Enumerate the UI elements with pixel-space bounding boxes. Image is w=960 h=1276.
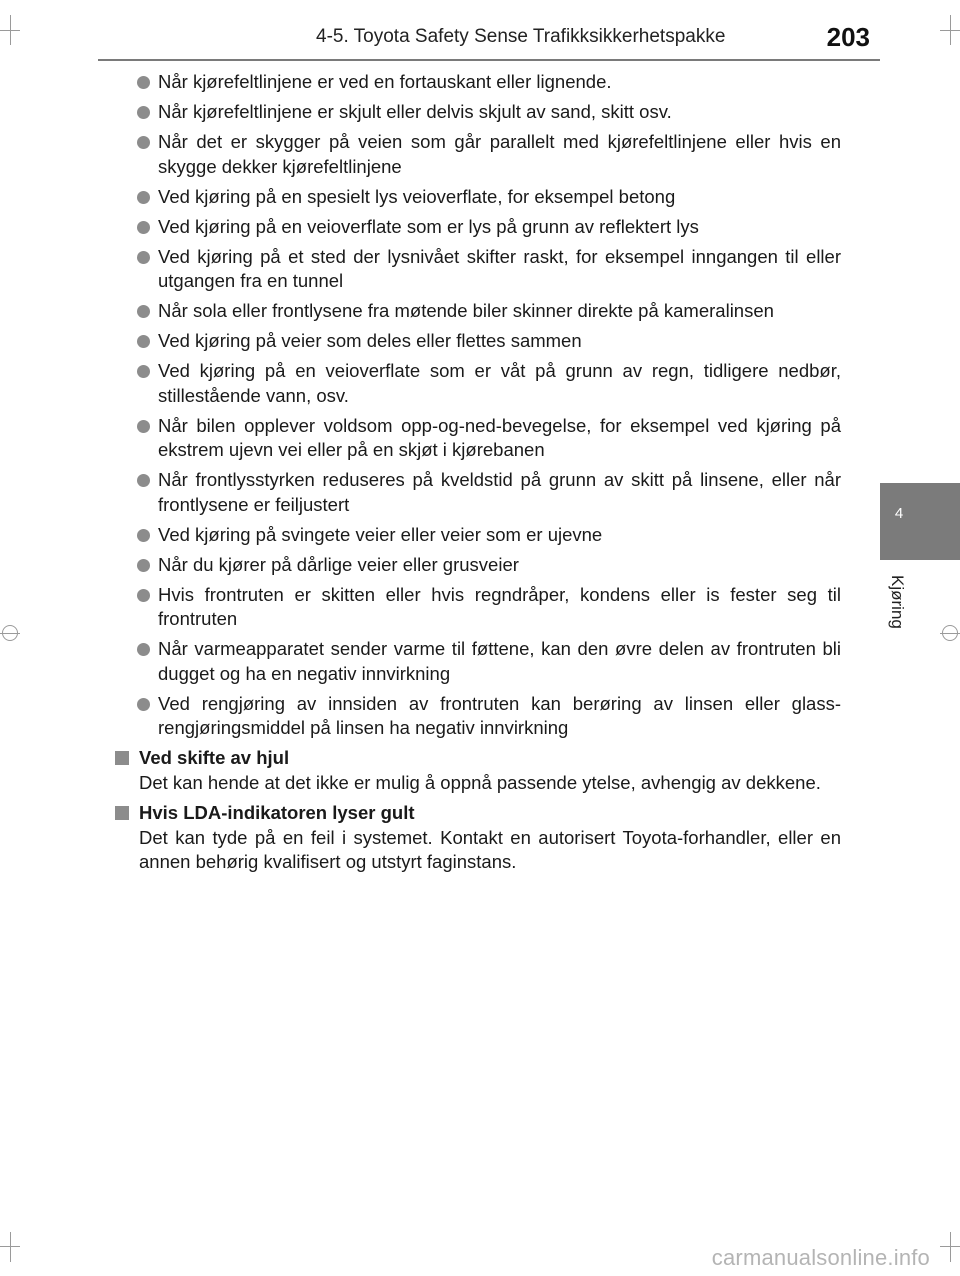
list-item	[113, 523, 841, 548]
list-item-text: Ved kjøring på en veioverflate som er lys på grunn av reflektert lys	[158, 215, 699, 237]
page-content	[113, 70, 841, 881]
list-item-text: Når kjørefeltlinjene er skjult eller delvis skjult av sand, skitt osv.	[158, 101, 672, 122]
list-item	[113, 359, 841, 408]
list-item	[113, 185, 841, 210]
section-body: Det kan tyde på en feil i systemet. Kontakt en autorisert Toyota-forhandler, eller en annen behørig kvalifisert og utstyrt faginstans.	[139, 826, 841, 872]
bullet-icon	[137, 106, 150, 119]
chapter-title: 4-5. Toyota Safety Sense Trafikksikkerhetspakke	[316, 26, 726, 47]
section-heading	[113, 801, 841, 826]
crop-mark	[10, 15, 11, 45]
bullet-icon	[137, 698, 150, 711]
bullet-icon	[137, 474, 150, 487]
square-bullet-icon	[115, 806, 129, 820]
list-item	[113, 299, 841, 324]
list-item-text: Ved rengjøring av innsiden av frontruten kan berøring av linsen eller glass-rengjøringsmiddel på linsen ha negativ innvirkning	[158, 692, 841, 738]
watermark-link[interactable]: carmanualsonline.info	[711, 1245, 930, 1270]
list-item	[113, 245, 841, 294]
crop-mark	[950, 1232, 951, 1262]
list-item-text: Når frontlysstyrken reduseres på kveldstid på grunn av skitt på linsene, eller når frontlysene er feiljustert	[158, 469, 841, 515]
bullet-icon	[137, 559, 150, 572]
bullet-icon	[137, 191, 150, 204]
chapter-tab	[880, 483, 960, 560]
bullet-icon	[137, 420, 150, 433]
bullet-icon	[137, 76, 150, 89]
section-heading-text: Hvis LDA-indikatoren lyser gult	[139, 802, 415, 823]
list-item-text: Hvis frontruten er skitten eller hvis regndråper, kondens eller is fester seg til frontruten	[158, 583, 841, 629]
list-item-text: Når du kjører på dårlige veier eller grusveier	[158, 553, 519, 575]
square-bullet-icon	[115, 751, 129, 765]
bullet-icon	[137, 305, 150, 318]
bullet-icon	[137, 529, 150, 542]
list-item-text: Når bilen opplever voldsom opp-og-ned-bevegelse, for eksempel ved kjøring på ekstrem ujevn vei eller på en skjøt i kjørebanen	[158, 414, 841, 460]
crop-mark	[2, 625, 18, 641]
crop-mark	[942, 625, 958, 641]
section-heading-text: Ved skifte av hjul	[139, 747, 290, 768]
bullet-icon	[137, 643, 150, 656]
bullet-icon	[137, 589, 150, 602]
bullet-icon	[137, 251, 150, 264]
list-item	[113, 329, 841, 354]
list-item	[113, 468, 841, 517]
list-item	[113, 215, 841, 240]
list-item	[113, 414, 841, 463]
list-item-text: Ved kjøring på en spesielt lys veioverflate, for eksempel betong	[158, 185, 676, 207]
chapter-tab-label: Kjøring	[888, 575, 907, 629]
list-item-text: Ved kjøring på et sted der lysnivået skifter raskt, for eksempel inngangen til eller utgangen fra en tunnel	[158, 245, 841, 291]
list-item-text: Når varmeapparatet sender varme til føttene, kan den øvre delen av frontruten bli dugget og ha en negativ innvirkning	[158, 638, 841, 684]
list-item	[113, 130, 841, 179]
chapter-tab-number: 4	[894, 505, 904, 522]
bullet-list	[113, 70, 841, 741]
list-item	[113, 553, 841, 578]
list-item-text: Ved kjøring på en veioverflate som er våt på grunn av regn, tidligere nedbør, stillestående vann, osv.	[158, 360, 841, 406]
section-heading	[113, 746, 841, 771]
list-item-text: Ved kjøring på veier som deles eller flettes sammen	[158, 330, 582, 351]
crop-mark	[950, 15, 951, 45]
list-item	[113, 70, 841, 95]
crop-mark	[10, 1232, 11, 1262]
page-number: 203	[826, 22, 870, 52]
list-item-text: Når det er skygger på veien som går parallelt med kjørefeltlinjene eller hvis en skygge dekker kjørefeltlinjene	[158, 131, 841, 177]
list-item-text: Ved kjøring på svingete veier eller veier som er ujevne	[158, 523, 603, 545]
section-tire-change	[113, 746, 841, 795]
list-item	[113, 637, 841, 686]
list-item-text: Når kjørefeltlinjene er ved en fortauskant eller lignende.	[158, 71, 612, 92]
header-rule	[98, 59, 880, 61]
list-item	[113, 583, 841, 632]
bullet-icon	[137, 335, 150, 348]
bullet-icon	[137, 221, 150, 234]
list-item-text: Når sola eller frontlysene fra møtende biler skinner direkte på kameralinsen	[158, 300, 774, 321]
list-item	[113, 692, 841, 741]
section-lda-indicator	[113, 801, 841, 875]
bullet-icon	[137, 365, 150, 378]
section-body: Det kan hende at det ikke er mulig å oppnå passende ytelse, avhengig av dekkene.	[139, 771, 821, 793]
list-item	[113, 100, 841, 125]
bullet-icon	[137, 136, 150, 149]
